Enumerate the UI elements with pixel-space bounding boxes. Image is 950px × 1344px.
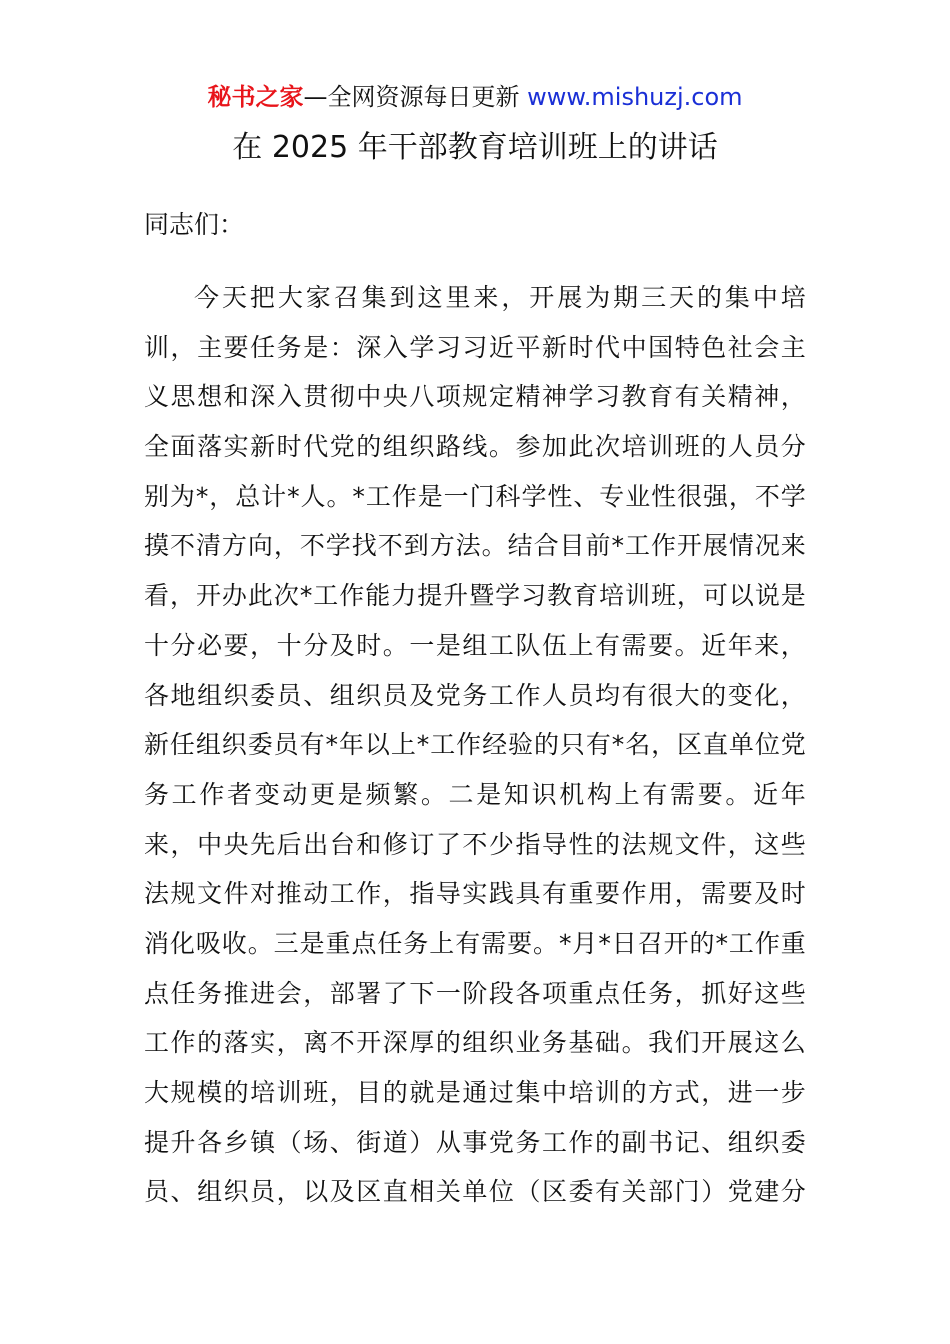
body-line: 员、组织员，以及区直相关单位（区委有关部门）党建分 — [144, 1177, 806, 1207]
body-line: 大规模的培训班，目的就是通过集中培训的方式，进一步 — [144, 1078, 806, 1107]
brand-name: 秘书之家 — [207, 83, 304, 111]
body-line: 义思想和深入贯彻中央八项规定精神学习教育有关精神， — [144, 382, 806, 412]
body-paragraph — [144, 273, 806, 1217]
body-line: 各地组织委员、组织员及党务工作人员均有很大的变化， — [144, 680, 806, 710]
body-line: 十分必要，十分及时。一是组工队伍上有需要。近年来， — [144, 630, 806, 660]
body-line: 提升各乡镇（场、街道）从事党务工作的副书记、组织委 — [144, 1127, 806, 1157]
body-line: 别为*，总计*人。*工作是一门科学性、专业性很强，不学 — [144, 481, 806, 511]
body-line: 消化吸收。三是重点任务上有需要。*月*日召开的*工作重 — [144, 928, 806, 958]
body-line: 法规文件对推动工作，指导实践具有重要作用，需要及时 — [144, 879, 806, 909]
body-line: 全面落实新时代党的组织路线。参加此次培训班的人员分 — [144, 432, 806, 462]
document-title: 在 2025 年干部教育培训班上的讲话 — [232, 130, 718, 165]
salutation: 同志们： — [144, 210, 245, 239]
body-line: 新任组织委员有*年以上*工作经验的只有*名，区直单位党 — [144, 730, 806, 760]
body-line: 看，开办此次*工作能力提升暨学习教育培训班，可以说是 — [144, 581, 806, 611]
body-line: 点任务推进会，部署了下一阶段各项重点任务，抓好这些 — [144, 978, 806, 1008]
body-line: 今天把大家召集到这里来，开展为期三天的集中培 — [194, 283, 806, 312]
body-line: 工作的落实，离不开深厚的组织业务基础。我们开展这么 — [144, 1028, 806, 1058]
header-tagline: —全网资源每日更新 — [303, 83, 528, 111]
body-line: 务工作者变动更是频繁。二是知识机构上有需要。近年 — [144, 779, 806, 809]
site-header — [0, 80, 950, 114]
body-line: 摸不清方向，不学找不到方法。结合目前*工作开展情况来 — [144, 531, 806, 561]
site-url-link[interactable]: www.mishuzj.com — [527, 83, 743, 111]
body-line: 来，中央先后出台和修订了不少指导性的法规文件，这些 — [144, 829, 806, 859]
body-line: 训，主要任务是：深入学习习近平新时代中国特色社会主 — [144, 332, 806, 362]
